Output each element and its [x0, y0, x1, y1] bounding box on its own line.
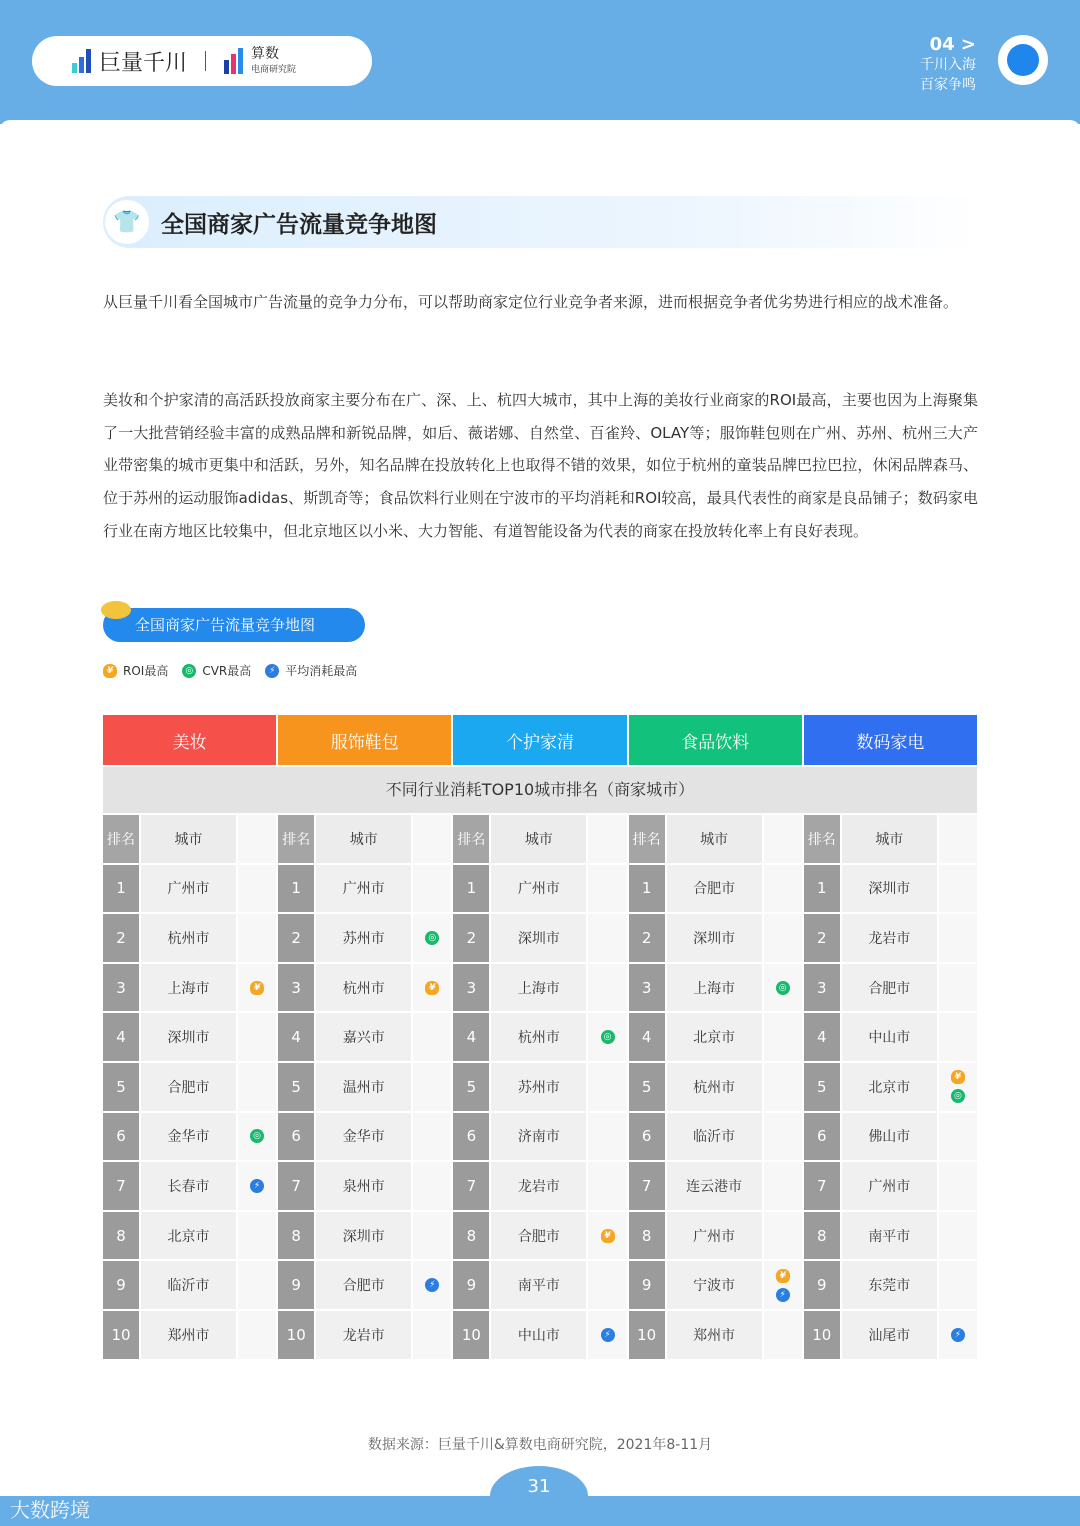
- city-name: 宁波市: [667, 1261, 762, 1309]
- rank-header: 排名: [103, 815, 139, 863]
- rank-number: 3: [278, 964, 314, 1012]
- lightning-icon: ⚡: [951, 1328, 965, 1342]
- chapter-title-line1: 千川入海: [920, 57, 976, 73]
- city-name: 临沂市: [141, 1261, 236, 1309]
- badge-cell: [939, 865, 977, 913]
- city-name: 杭州市: [141, 914, 236, 962]
- badge-cell: [588, 1162, 626, 1210]
- logo-divider: [205, 51, 206, 71]
- badge-cell: [588, 1013, 626, 1061]
- rank-cell-group: [103, 1311, 276, 1359]
- city-name: 连云港市: [667, 1162, 762, 1210]
- city-name: 温州市: [316, 1063, 411, 1111]
- city-name: 汕尾市: [842, 1311, 937, 1359]
- badge-cell: [939, 964, 977, 1012]
- chapter-number: 04 >: [929, 34, 976, 55]
- rank-cell-group: [804, 1212, 977, 1260]
- rank-cell-group: [453, 914, 626, 962]
- rank-cell-group: [103, 1212, 276, 1260]
- rank-cell-group: [453, 1162, 626, 1210]
- money-bag-icon: ¥: [250, 981, 264, 995]
- badge-cell: [764, 865, 802, 913]
- city-name: 泉州市: [316, 1162, 411, 1210]
- rank-number: 10: [103, 1311, 139, 1359]
- rank-number: 7: [278, 1162, 314, 1210]
- table-row: [103, 1311, 977, 1359]
- rank-number: 6: [278, 1113, 314, 1161]
- city-name: 深圳市: [316, 1212, 411, 1260]
- rank-number: 4: [103, 1013, 139, 1061]
- rank-number: 4: [453, 1013, 489, 1061]
- chapter-marker: [920, 34, 976, 95]
- legend-avg-label: 平均消耗最高: [285, 664, 358, 678]
- rank-number: 9: [103, 1261, 139, 1309]
- badge-cell: [939, 914, 977, 962]
- city-name: 济南市: [491, 1113, 586, 1161]
- table-row: [103, 1261, 977, 1309]
- rank-number: 3: [453, 964, 489, 1012]
- table-row: [103, 964, 977, 1012]
- city-name: 龙岩市: [842, 914, 937, 962]
- badge-cell: [764, 1113, 802, 1161]
- rank-number: 3: [629, 964, 665, 1012]
- badge-cell: [588, 1261, 626, 1309]
- rank-cell-group: [278, 1261, 451, 1309]
- rank-cell-group: [629, 1212, 802, 1260]
- city-name: 合肥市: [141, 1063, 236, 1111]
- analysis-paragraph: 美妆和个护家清的高活跃投放商家主要分布在广、深、上、杭四大城市，其中上海的美妆行业商家的ROI最高，主要也因为上海聚集了一大批营销经验丰富的成熟品牌和新锐品牌，如后、薇诺娜、自然堂、百雀羚、OLAY等；服饰鞋包则在广州、苏州、杭州三大产业带密集的城市更集中和活跃，另外，知名品牌在投放转化上也取得不错的效果，如位于杭州的童装品牌巴拉巴拉，休闲品牌森马、位于苏州的运动服饰adidas、斯凯奇等；食品饮料行业则在宁波市的平均消耗和ROI较高，最具代表性的商家是良品铺子；数码家电行业在南方地区比较集中，但北京地区以小米、大力智能、有道智能设备为代表的商家在投放转化率上有良好表现。: [103, 391, 978, 540]
- rank-number: 2: [804, 914, 840, 962]
- rank-number: 2: [103, 914, 139, 962]
- badge-cell: [413, 1212, 451, 1260]
- rank-cell-group: [103, 1013, 276, 1061]
- legend-roi: [103, 662, 168, 679]
- badge-cell: [413, 1261, 451, 1309]
- rank-cell-group: [453, 1261, 626, 1309]
- badge-cell: [588, 1311, 626, 1359]
- section-title-bar: [103, 196, 983, 248]
- badge-cell: [588, 914, 626, 962]
- rank-number: 4: [629, 1013, 665, 1061]
- rank-cell-group: [629, 1063, 802, 1111]
- city-name: 合肥市: [491, 1212, 586, 1260]
- badge-cell: [238, 865, 276, 913]
- rank-cell-group: [629, 914, 802, 962]
- planet-icon: [101, 601, 131, 619]
- rank-number: 8: [453, 1212, 489, 1260]
- rank-number: 6: [629, 1113, 665, 1161]
- cvr-badge-icon: ◎: [951, 1089, 965, 1103]
- rank-number: 4: [804, 1013, 840, 1061]
- page-number: 31: [490, 1466, 588, 1526]
- badge-cell: [939, 1063, 977, 1111]
- icon-header: [588, 815, 626, 863]
- table-row: [103, 1162, 977, 1210]
- badge-cell: [588, 964, 626, 1012]
- city-name: 北京市: [667, 1013, 762, 1061]
- badge-cell: [413, 964, 451, 1012]
- city-header: 城市: [491, 815, 586, 863]
- column-group: [103, 815, 276, 863]
- rank-cell-group: [103, 914, 276, 962]
- rank-number: 8: [804, 1212, 840, 1260]
- badge-cell: [413, 1311, 451, 1359]
- lightning-icon: ⚡: [250, 1179, 264, 1193]
- badge-cell: [764, 1013, 802, 1061]
- rank-cell-group: [278, 1013, 451, 1061]
- rank-number: 8: [278, 1212, 314, 1260]
- rank-cell-group: [629, 1162, 802, 1210]
- rank-header: 排名: [278, 815, 314, 863]
- badge-cell: [588, 1113, 626, 1161]
- rank-number: 1: [278, 865, 314, 913]
- badge-cell: [764, 1162, 802, 1210]
- badge-cell: [764, 1261, 802, 1309]
- badge-cell: [764, 914, 802, 962]
- rank-cell-group: [629, 1261, 802, 1309]
- rank-number: 1: [629, 865, 665, 913]
- table-subtitle: 不同行业消耗TOP10城市排名（商家城市）: [103, 767, 977, 813]
- rank-number: 3: [804, 964, 840, 1012]
- rank-cell-group: [453, 865, 626, 913]
- city-name: 上海市: [141, 964, 236, 1012]
- badge-cell: [939, 1261, 977, 1309]
- city-header: 城市: [316, 815, 411, 863]
- category-header: 服饰鞋包: [278, 715, 451, 765]
- city-name: 广州市: [491, 865, 586, 913]
- city-name: 广州市: [667, 1212, 762, 1260]
- city-name: 上海市: [667, 964, 762, 1012]
- rank-cell-group: [804, 1113, 977, 1161]
- badge-cell: [939, 1212, 977, 1260]
- money-bag-icon: ¥: [425, 981, 439, 995]
- rank-header: 排名: [629, 815, 665, 863]
- badge-cell: [588, 1212, 626, 1260]
- rank-number: 5: [804, 1063, 840, 1111]
- chart-label: 全国商家广告流量竞争地图: [103, 608, 365, 642]
- rank-number: 10: [804, 1311, 840, 1359]
- rank-cell-group: [453, 1212, 626, 1260]
- lightning-icon: ⚡: [425, 1278, 439, 1292]
- city-name: 北京市: [842, 1063, 937, 1111]
- badge-cell: [413, 865, 451, 913]
- city-name: 郑州市: [141, 1311, 236, 1359]
- city-name: 佛山市: [842, 1113, 937, 1161]
- rank-cell-group: [804, 1063, 977, 1111]
- badge-cell: [764, 1212, 802, 1260]
- city-name: 杭州市: [491, 1013, 586, 1061]
- rank-number: 6: [103, 1113, 139, 1161]
- rank-number: 7: [629, 1162, 665, 1210]
- legend-avg: [265, 662, 357, 679]
- city-name: 深圳市: [842, 865, 937, 913]
- brand-suanshu-name: 算数: [251, 46, 280, 62]
- city-header: 城市: [141, 815, 236, 863]
- rank-number: 6: [453, 1113, 489, 1161]
- city-name: 金华市: [316, 1113, 411, 1161]
- brand-suanshu-sub: 电商研究院: [251, 65, 297, 75]
- rank-cell-group: [804, 964, 977, 1012]
- rank-cell-group: [629, 1113, 802, 1161]
- money-bag-icon: ¥: [601, 1229, 615, 1243]
- badge-cell: [413, 1013, 451, 1061]
- city-name: 中山市: [491, 1311, 586, 1359]
- rank-number: 5: [103, 1063, 139, 1111]
- legend: [103, 662, 357, 679]
- icon-header: [764, 815, 802, 863]
- table-row: [103, 1113, 977, 1161]
- rank-number: 8: [629, 1212, 665, 1260]
- rank-number: 9: [629, 1261, 665, 1309]
- rank-cell-group: [278, 1113, 451, 1161]
- city-name: 郑州市: [667, 1311, 762, 1359]
- column-group: [278, 815, 451, 863]
- city-name: 广州市: [141, 865, 236, 913]
- icon-header: [413, 815, 451, 863]
- column-group: [804, 815, 977, 863]
- city-name: 长春市: [141, 1162, 236, 1210]
- rank-number: 7: [804, 1162, 840, 1210]
- rank-number: 2: [453, 914, 489, 962]
- rank-number: 5: [278, 1063, 314, 1111]
- rank-number: 9: [453, 1261, 489, 1309]
- city-name: 广州市: [842, 1162, 937, 1210]
- lightning-icon: ⚡: [776, 1288, 790, 1302]
- city-name: 深圳市: [667, 914, 762, 962]
- shirt-icon: 👕: [105, 200, 149, 244]
- city-header: 城市: [667, 815, 762, 863]
- badge-cell: [764, 1063, 802, 1111]
- cvr-badge-icon: ◎: [250, 1129, 264, 1143]
- brand-suanshu: [251, 47, 296, 75]
- table-row: [103, 865, 977, 913]
- badge-cell: [238, 914, 276, 962]
- badge-cell: [238, 1063, 276, 1111]
- legend-roi-label: ROI最高: [123, 664, 169, 678]
- table-row: [103, 914, 977, 962]
- chapter-title-line2: 百家争鸣: [920, 77, 976, 93]
- rank-number: 10: [453, 1311, 489, 1359]
- category-header-row: [103, 715, 977, 765]
- legend-cvr-label: CVR最高: [202, 664, 252, 678]
- city-name: 深圳市: [491, 914, 586, 962]
- logo-bar: [32, 36, 372, 86]
- badge-cell: [238, 1162, 276, 1210]
- badge-cell: [238, 1212, 276, 1260]
- lightning-icon: ⚡: [601, 1328, 615, 1342]
- city-name: 龙岩市: [491, 1162, 586, 1210]
- rank-cell-group: [453, 964, 626, 1012]
- city-name: 广州市: [316, 865, 411, 913]
- rank-cell-group: [103, 1162, 276, 1210]
- table-row: [103, 1212, 977, 1260]
- cvr-badge-icon: ◎: [182, 664, 196, 678]
- category-header: 个护家清: [453, 715, 626, 765]
- category-header: 食品饮料: [629, 715, 802, 765]
- rank-cell-group: [278, 1311, 451, 1359]
- rank-number: 1: [103, 865, 139, 913]
- rank-cell-group: [453, 1113, 626, 1161]
- rank-cell-group: [629, 865, 802, 913]
- cvr-badge-icon: ◎: [776, 981, 790, 995]
- rank-number: 9: [278, 1261, 314, 1309]
- brand-qianchuan: 巨量千川: [99, 50, 188, 76]
- rank-cell-group: [804, 865, 977, 913]
- city-name: 临沂市: [667, 1113, 762, 1161]
- icon-header: [939, 815, 977, 863]
- section-title: 全国商家广告流量竞争地图: [161, 211, 437, 238]
- rank-number: 5: [629, 1063, 665, 1111]
- badge-cell: [413, 1063, 451, 1111]
- chapter-dot-icon: [998, 35, 1048, 85]
- rank-cell-group: [103, 1261, 276, 1309]
- city-name: 上海市: [491, 964, 586, 1012]
- suanshu-logo-icon: [224, 48, 243, 74]
- city-name: 嘉兴市: [316, 1013, 411, 1061]
- table-row: [103, 1063, 977, 1111]
- city-name: 合肥市: [667, 865, 762, 913]
- icon-header: [238, 815, 276, 863]
- rank-number: 9: [804, 1261, 840, 1309]
- badge-cell: [939, 1113, 977, 1161]
- rank-cell-group: [278, 914, 451, 962]
- rank-header: 排名: [804, 815, 840, 863]
- city-name: 南平市: [842, 1212, 937, 1260]
- rank-cell-group: [278, 1212, 451, 1260]
- rank-number: 5: [453, 1063, 489, 1111]
- rank-cell-group: [103, 1063, 276, 1111]
- rank-cell-group: [453, 1063, 626, 1111]
- city-name: 南平市: [491, 1261, 586, 1309]
- cvr-badge-icon: ◎: [601, 1030, 615, 1044]
- city-name: 中山市: [842, 1013, 937, 1061]
- city-name: 合肥市: [316, 1261, 411, 1309]
- rank-cell-group: [804, 1261, 977, 1309]
- legend-cvr: [182, 662, 251, 679]
- badge-cell: [238, 964, 276, 1012]
- rank-cell-group: [103, 964, 276, 1012]
- city-header: 城市: [842, 815, 937, 863]
- rank-cell-group: [278, 865, 451, 913]
- category-header: 数码家电: [804, 715, 977, 765]
- rank-cell-group: [629, 1013, 802, 1061]
- watermark: 大数跨境: [10, 1498, 90, 1522]
- rank-number: 2: [278, 914, 314, 962]
- data-source: 数据来源：巨量千川&算数电商研究院，2021年8-11月: [367, 1437, 713, 1453]
- rank-cell-group: [278, 964, 451, 1012]
- rank-cell-group: [804, 1162, 977, 1210]
- badge-cell: [588, 1063, 626, 1111]
- rank-number: 10: [629, 1311, 665, 1359]
- badge-cell: [238, 1261, 276, 1309]
- money-bag-icon: ¥: [103, 664, 117, 678]
- badge-cell: [238, 1311, 276, 1359]
- rank-cell-group: [629, 1311, 802, 1359]
- intro-paragraph: 从巨量千川看全国城市广告流量的竞争力分布，可以帮助商家定位行业竞争者来源，进而根据竞争者优劣势进行相应的战术准备。: [103, 293, 959, 311]
- rank-number: 1: [453, 865, 489, 913]
- city-name: 杭州市: [316, 964, 411, 1012]
- rank-cell-group: [804, 1013, 977, 1061]
- rank-number: 7: [453, 1162, 489, 1210]
- rank-number: 4: [278, 1013, 314, 1061]
- badge-cell: [939, 1013, 977, 1061]
- city-name: 东莞市: [842, 1261, 937, 1309]
- cvr-badge-icon: ◎: [425, 931, 439, 945]
- badge-cell: [939, 1311, 977, 1359]
- rank-cell-group: [804, 914, 977, 962]
- city-name: 深圳市: [141, 1013, 236, 1061]
- rank-number: 2: [629, 914, 665, 962]
- city-name: 北京市: [141, 1212, 236, 1260]
- rank-cell-group: [278, 1063, 451, 1111]
- city-name: 杭州市: [667, 1063, 762, 1111]
- city-name: 合肥市: [842, 964, 937, 1012]
- badge-cell: [413, 1162, 451, 1210]
- badge-cell: [413, 914, 451, 962]
- rank-cell-group: [629, 964, 802, 1012]
- city-name: 苏州市: [491, 1063, 586, 1111]
- rank-cell-group: [103, 865, 276, 913]
- city-name: 龙岩市: [316, 1311, 411, 1359]
- category-header: 美妆: [103, 715, 276, 765]
- rank-header: 排名: [453, 815, 489, 863]
- table-header-row: [103, 815, 977, 863]
- rank-number: 3: [103, 964, 139, 1012]
- badge-cell: [238, 1113, 276, 1161]
- rank-cell-group: [103, 1113, 276, 1161]
- badge-cell: [939, 1162, 977, 1210]
- column-group: [629, 815, 802, 863]
- rank-number: 7: [103, 1162, 139, 1210]
- city-name: 苏州市: [316, 914, 411, 962]
- rank-number: 10: [278, 1311, 314, 1359]
- rank-number: 6: [804, 1113, 840, 1161]
- badge-cell: [588, 865, 626, 913]
- rank-cell-group: [453, 1311, 626, 1359]
- badge-cell: [413, 1113, 451, 1161]
- badge-cell: [764, 1311, 802, 1359]
- lightning-icon: ⚡: [265, 664, 279, 678]
- money-bag-icon: ¥: [776, 1269, 790, 1283]
- qianchuan-logo-icon: [72, 49, 91, 73]
- rank-cell-group: [278, 1162, 451, 1210]
- rank-number: 8: [103, 1212, 139, 1260]
- ranking-table: [103, 715, 977, 1359]
- table-row: [103, 1013, 977, 1061]
- rank-cell-group: [453, 1013, 626, 1061]
- rank-cell-group: [804, 1311, 977, 1359]
- column-group: [453, 815, 626, 863]
- badge-cell: [764, 964, 802, 1012]
- badge-cell: [238, 1013, 276, 1061]
- rank-number: 1: [804, 865, 840, 913]
- city-name: 金华市: [141, 1113, 236, 1161]
- money-bag-icon: ¥: [951, 1070, 965, 1084]
